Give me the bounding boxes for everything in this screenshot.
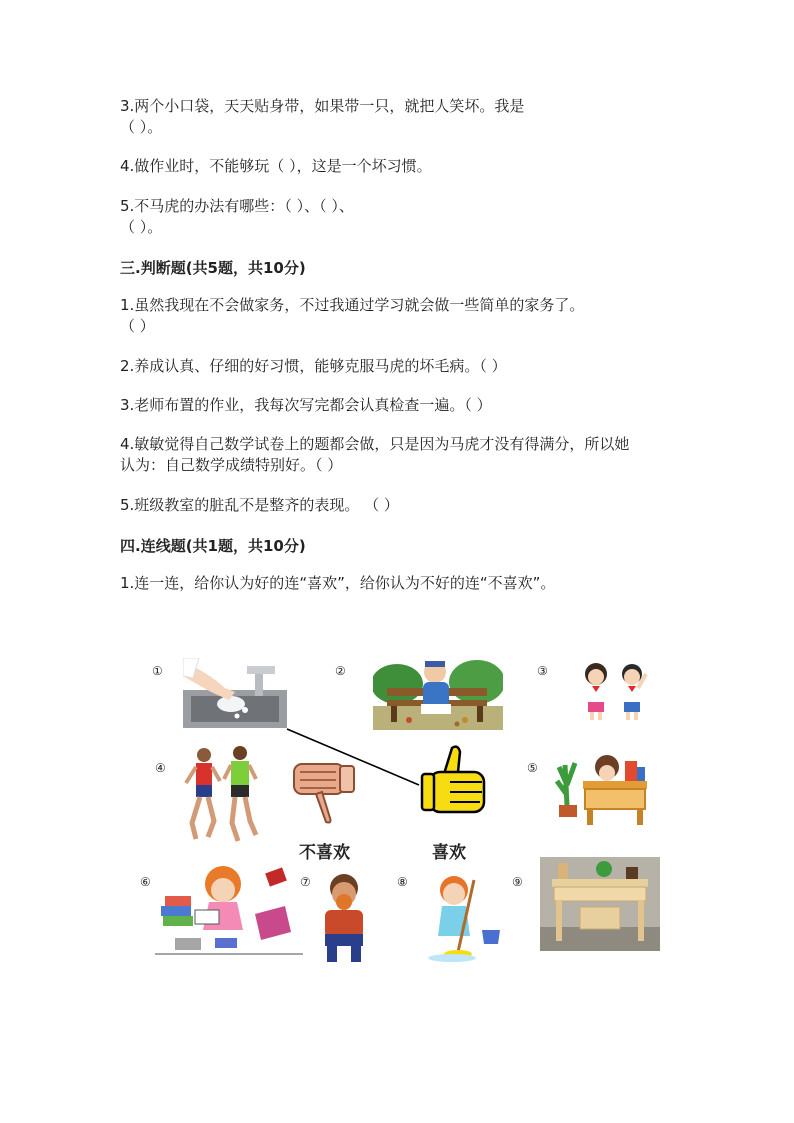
match-number-4: ④ — [155, 761, 166, 775]
judge-question-4-line1: 4.敏敏觉得自己数学试卷上的题都会做，只是因为马虎才没有得满分，所以她 — [120, 435, 630, 453]
match-number-2: ② — [335, 664, 346, 678]
judge-question-4-line2: 认为：自己数学成绩特别好。（ ） — [120, 456, 343, 474]
match-number-3: ③ — [537, 664, 548, 678]
judge-question-1-line1: 1.虽然我现在不会做家务，不过我通过学习就会做一些简单的家务了。 — [120, 296, 585, 314]
match-number-9: ⑨ — [512, 875, 523, 889]
tidy-desk-picture — [540, 857, 660, 951]
washing-hands-picture — [183, 658, 293, 734]
fill-question-5-line2: （ ）。 — [120, 218, 163, 236]
man-littering-picture — [373, 654, 503, 730]
boy-eating-picture — [317, 872, 371, 964]
girl-mopping-picture — [422, 872, 504, 962]
fill-question-3-line2: （ ）。 — [120, 118, 163, 136]
thumbs-up-icon — [420, 744, 492, 816]
judge-question-3: 3.老师布置的作业，我每次写完都会认真检查一遍。（ ） — [120, 396, 492, 414]
match-number-8: ⑧ — [397, 875, 408, 889]
dislike-label: 不喜欢 — [299, 843, 350, 863]
students-saluting-picture — [576, 660, 652, 724]
judge-question-2: 2.养成认真、仔细的好习惯，能够克服马虎的坏毛病。（ ） — [120, 357, 507, 375]
match-number-1: ① — [152, 664, 163, 678]
matching-line — [285, 727, 425, 789]
judge-question-1-line2: （ ） — [120, 317, 155, 335]
match-number-7: ⑦ — [300, 875, 311, 889]
section-4-title: 四.连线题(共1题，共10分) — [120, 537, 306, 555]
match-question-1: 1.连一连，给你认为好的连“喜欢”，给你认为不好的连“不喜欢”。 — [120, 574, 556, 592]
like-label: 喜欢 — [432, 843, 466, 863]
sleeping-at-desk-picture — [553, 745, 649, 829]
fill-question-3-line1: 3.两个小口袋，天天贴身带，如果带一只，就把人笑坏。我是 — [120, 97, 525, 115]
fill-question-5-line1: 5.不马虎的办法有哪些：（ ）、（ ）、 — [120, 197, 354, 215]
running-people-picture — [182, 743, 262, 845]
messy-room-girl-picture — [155, 862, 303, 958]
fill-question-4: 4.做作业时，不能够玩（ ），这是一个坏习惯。 — [120, 157, 432, 175]
match-number-5: ⑤ — [527, 761, 538, 775]
section-3-title: 三.判断题(共5题，共10分) — [120, 259, 306, 277]
match-number-6: ⑥ — [140, 875, 151, 889]
judge-question-5: 5.班级教室的脏乱不是整齐的表现。 （ ） — [120, 496, 399, 514]
